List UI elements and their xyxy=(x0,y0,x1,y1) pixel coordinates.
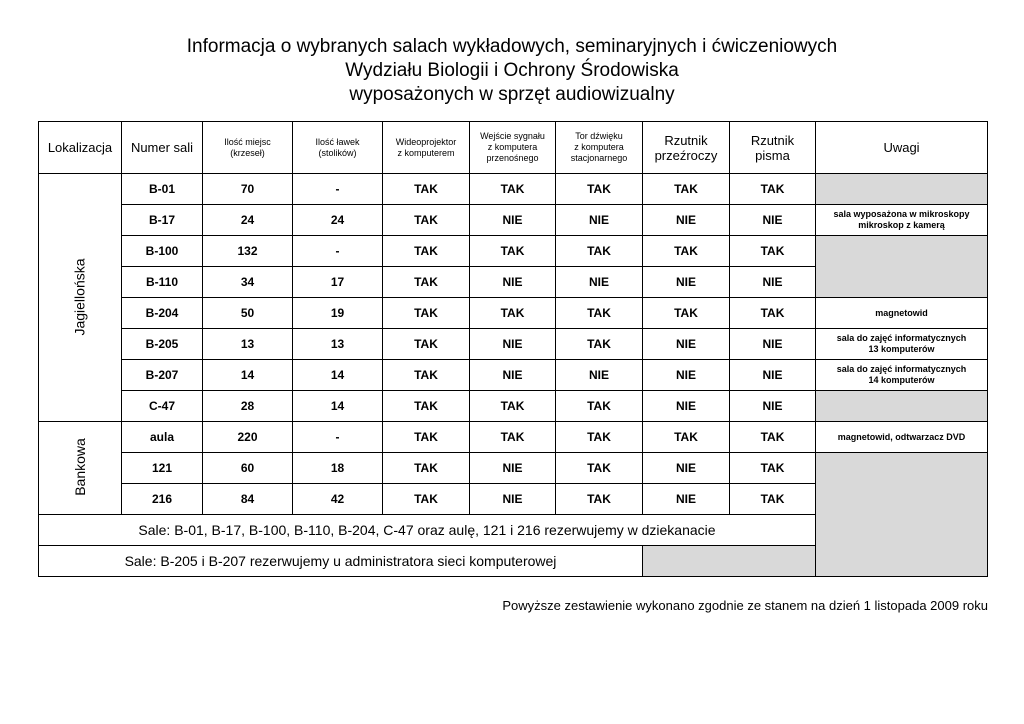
cell-sala: 121 xyxy=(122,453,203,484)
cell-lawki: 18 xyxy=(293,453,383,484)
header-numer-sali: Numer sali xyxy=(122,122,203,174)
cell-sala: B-205 xyxy=(122,329,203,360)
header-ilosc-miejsc xyxy=(203,122,293,174)
cell-przezr: TAK xyxy=(643,298,730,329)
cell-lawki: - xyxy=(293,236,383,267)
cell-lawki: 13 xyxy=(293,329,383,360)
cell-miejsca: 70 xyxy=(203,174,293,205)
cell-pismo: NIE xyxy=(730,360,816,391)
cell-pismo: NIE xyxy=(730,391,816,422)
cell-miejsca: 50 xyxy=(203,298,293,329)
cell-pismo: TAK xyxy=(730,236,816,267)
header-ilosc-lawek xyxy=(293,122,383,174)
cell-tor: TAK xyxy=(556,329,643,360)
cell-wideo: TAK xyxy=(383,484,470,515)
header-row xyxy=(39,122,988,174)
header-text: Ilość miejsc xyxy=(224,136,271,147)
cell-miejsca: 28 xyxy=(203,391,293,422)
cell-uwagi xyxy=(816,360,988,391)
cell-pismo: TAK xyxy=(730,484,816,515)
header-text: Rzutnik xyxy=(664,132,708,148)
cell-sala: C-47 xyxy=(122,391,203,422)
cell-wejscie: TAK xyxy=(470,298,556,329)
cell-uwagi-empty xyxy=(816,453,988,577)
cell-przezr: NIE xyxy=(643,484,730,515)
cell-miejsca: 84 xyxy=(203,484,293,515)
header-text: Wejście sygnału xyxy=(480,131,545,141)
cell-wejscie: NIE xyxy=(470,484,556,515)
location-jagiellonska xyxy=(39,174,122,422)
location-label: Jagiellońska xyxy=(72,257,88,336)
uwagi-text: mikroskop z kamerą xyxy=(858,220,945,230)
cell-miejsca: 13 xyxy=(203,329,293,360)
cell-miejsca: 60 xyxy=(203,453,293,484)
header-lokalizacja: Lokalizacja xyxy=(39,122,122,174)
cell-wideo: TAK xyxy=(383,453,470,484)
cell-tor: TAK xyxy=(556,484,643,515)
cell-przezr: NIE xyxy=(643,267,730,298)
cell-wideo: TAK xyxy=(383,236,470,267)
footer-reservation-dziekanat: Sale: B-01, B-17, B-100, B-110, B-204, C-47 oraz aulę, 121 i 216 rezerwujemy w dziekanacie xyxy=(39,515,816,546)
cell-tor: TAK xyxy=(556,453,643,484)
header-text: z komputera xyxy=(574,142,624,152)
cell-uwagi xyxy=(816,329,988,360)
cell-pismo: TAK xyxy=(730,174,816,205)
header-text: (krzeseł) xyxy=(230,147,265,158)
header-wideoprojektor xyxy=(383,122,470,174)
header-uwagi: Uwagi xyxy=(816,122,988,174)
cell-pismo: TAK xyxy=(730,298,816,329)
cell-wideo: TAK xyxy=(383,174,470,205)
document-title xyxy=(0,35,1024,107)
uwagi-text: sala wyposażona w mikroskopy xyxy=(833,209,970,219)
cell-uwagi-empty xyxy=(816,236,988,298)
cell-uwagi-empty xyxy=(816,174,988,205)
cell-sala: B-110 xyxy=(122,267,203,298)
cell-sala: B-204 xyxy=(122,298,203,329)
cell-przezr: NIE xyxy=(643,205,730,236)
cell-sala: B-01 xyxy=(122,174,203,205)
footer-gray-cell xyxy=(643,546,816,577)
table-row xyxy=(39,236,988,267)
cell-pismo: NIE xyxy=(730,205,816,236)
cell-sala: aula xyxy=(122,422,203,453)
header-rzutnik-pisma xyxy=(730,122,816,174)
cell-miejsca: 24 xyxy=(203,205,293,236)
cell-tor: TAK xyxy=(556,422,643,453)
header-text: (stolików) xyxy=(318,147,357,158)
cell-wejscie: NIE xyxy=(470,453,556,484)
cell-miejsca: 34 xyxy=(203,267,293,298)
status-date-note: Powyższe zestawienie wykonano zgodnie ze stanem na dzień 1 listopada 2009 roku xyxy=(502,598,988,613)
cell-przezr: TAK xyxy=(643,422,730,453)
table-row xyxy=(39,391,988,422)
title-line-1: Informacja o wybranych salach wykładowych, seminaryjnych i ćwiczeniowych xyxy=(186,36,838,57)
cell-sala: B-17 xyxy=(122,205,203,236)
cell-przezr: TAK xyxy=(643,236,730,267)
cell-tor: NIE xyxy=(556,360,643,391)
header-text: pisma xyxy=(755,147,790,163)
cell-uwagi-empty xyxy=(816,391,988,422)
title-line-2: Wydziału Biologii i Ochrony Środowiska xyxy=(345,60,679,81)
cell-uwagi: magnetowid xyxy=(816,298,988,329)
cell-tor: TAK xyxy=(556,298,643,329)
cell-lawki: 14 xyxy=(293,360,383,391)
cell-tor: NIE xyxy=(556,205,643,236)
header-text: Rzutnik xyxy=(750,132,795,148)
cell-wideo: TAK xyxy=(383,205,470,236)
cell-wideo: TAK xyxy=(383,298,470,329)
header-text: przeźroczy xyxy=(654,147,718,163)
cell-uwagi: magnetowid, odtwarzacz DVD xyxy=(816,422,988,453)
rooms-table xyxy=(38,121,988,577)
cell-lawki: 17 xyxy=(293,267,383,298)
cell-pismo: TAK xyxy=(730,422,816,453)
cell-wejscie: NIE xyxy=(470,329,556,360)
cell-przezr: NIE xyxy=(643,453,730,484)
cell-wejscie: NIE xyxy=(470,360,556,391)
cell-przezr: NIE xyxy=(643,360,730,391)
cell-wideo: TAK xyxy=(383,391,470,422)
cell-pismo: TAK xyxy=(730,453,816,484)
uwagi-text: sala do zajęć informatycznych xyxy=(836,333,967,343)
cell-wejscie: NIE xyxy=(470,267,556,298)
header-text: przenośnego xyxy=(486,153,539,163)
cell-lawki: 14 xyxy=(293,391,383,422)
uwagi-text: sala do zajęć informatycznych xyxy=(836,364,967,374)
cell-sala: 216 xyxy=(122,484,203,515)
cell-przezr: NIE xyxy=(643,391,730,422)
cell-tor: TAK xyxy=(556,236,643,267)
table-row xyxy=(39,298,988,329)
cell-lawki: - xyxy=(293,174,383,205)
cell-lawki: 42 xyxy=(293,484,383,515)
cell-wejscie: TAK xyxy=(470,391,556,422)
header-tor-dzwieku xyxy=(556,122,643,174)
cell-wideo: TAK xyxy=(383,360,470,391)
uwagi-text: 13 komputerów xyxy=(868,344,935,354)
uwagi-text: 14 komputerów xyxy=(868,375,935,385)
cell-tor: TAK xyxy=(556,391,643,422)
header-text: z komputerem xyxy=(397,147,455,158)
cell-wejscie: TAK xyxy=(470,174,556,205)
cell-przezr: NIE xyxy=(643,329,730,360)
footer-reservation-administrator: Sale: B-205 i B-207 rezerwujemy u administratora sieci komputerowej xyxy=(39,546,643,577)
cell-pismo: NIE xyxy=(730,267,816,298)
header-text: stacjonarnego xyxy=(570,153,628,163)
header-rzutnik-przezroczy xyxy=(643,122,730,174)
cell-sala: B-100 xyxy=(122,236,203,267)
cell-lawki: - xyxy=(293,422,383,453)
cell-miejsca: 132 xyxy=(203,236,293,267)
cell-przezr: TAK xyxy=(643,174,730,205)
cell-lawki: 19 xyxy=(293,298,383,329)
table-row xyxy=(39,329,988,360)
table-row xyxy=(39,174,988,205)
cell-pismo: NIE xyxy=(730,329,816,360)
cell-tor: NIE xyxy=(556,267,643,298)
cell-wideo: TAK xyxy=(383,329,470,360)
cell-wideo: TAK xyxy=(383,267,470,298)
table-row xyxy=(39,453,988,484)
table-row xyxy=(39,360,988,391)
location-bankowa xyxy=(39,422,122,515)
header-text: z komputera xyxy=(487,142,538,152)
cell-wejscie: NIE xyxy=(470,205,556,236)
title-line-3: wyposażonych w sprzęt audiowizualny xyxy=(349,84,675,105)
header-text: Wideoprojektor xyxy=(395,136,457,147)
location-label: Bankowa xyxy=(72,438,88,496)
table-row xyxy=(39,422,988,453)
cell-miejsca: 14 xyxy=(203,360,293,391)
header-wejscie-sygnalu xyxy=(470,122,556,174)
cell-sala: B-207 xyxy=(122,360,203,391)
cell-lawki: 24 xyxy=(293,205,383,236)
cell-miejsca: 220 xyxy=(203,422,293,453)
cell-wideo: TAK xyxy=(383,422,470,453)
header-text: Tor dźwięku xyxy=(575,131,623,141)
cell-wejscie: TAK xyxy=(470,422,556,453)
table-row xyxy=(39,205,988,236)
cell-wejscie: TAK xyxy=(470,236,556,267)
cell-uwagi xyxy=(816,205,988,236)
header-text: Ilość ławek xyxy=(315,136,360,147)
cell-tor: TAK xyxy=(556,174,643,205)
